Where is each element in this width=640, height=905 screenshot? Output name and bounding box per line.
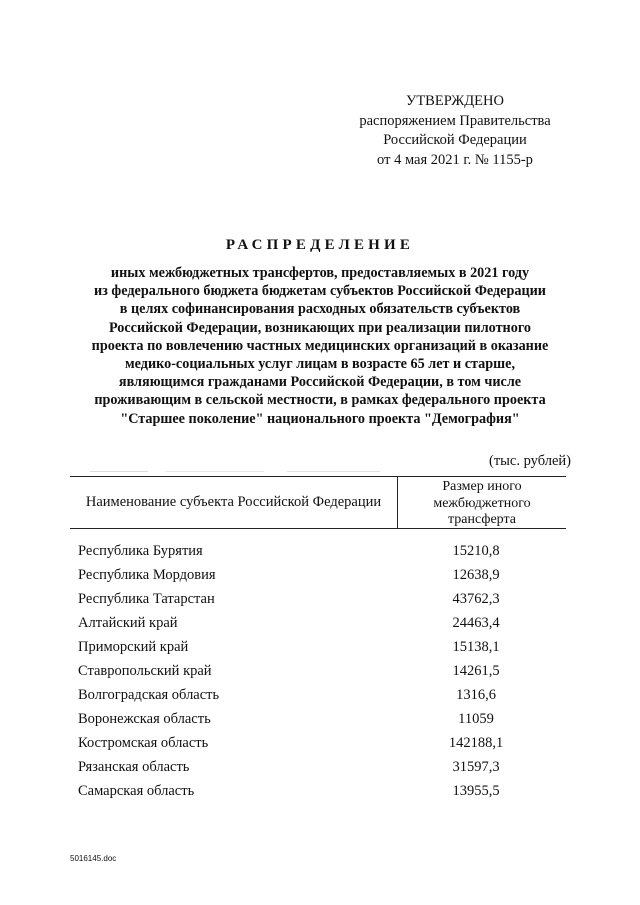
table-row — [78, 613, 558, 637]
subtitle-line: проживающим в сельской местности, в рамках федерального проекта — [94, 392, 546, 409]
approval-line-2: Российской Федерации — [383, 132, 527, 148]
transfer-amount: 1316,6 — [456, 687, 496, 703]
approval-block — [340, 92, 570, 170]
transfer-amount: 12638,9 — [452, 567, 500, 583]
file-reference: 5016145.doc — [70, 854, 117, 863]
transfer-amount: 13955,5 — [452, 783, 500, 799]
table-row — [78, 781, 558, 805]
document-title: РАСПРЕДЕЛЕНИЕ — [225, 237, 415, 253]
column-header-amount-line: трансферта — [448, 512, 516, 527]
subtitle-line: проекта по вовлечению частных медицинских организаций в оказание — [91, 337, 549, 354]
subject-name: Воронежская область — [78, 711, 211, 727]
table-row — [78, 709, 558, 733]
subject-name: Костромская область — [78, 735, 209, 751]
subtitle-line: "Старшее поколение" национального проекта "Демография" — [120, 410, 520, 427]
table-header — [70, 476, 566, 529]
subject-name: Республика Татарстан — [78, 591, 215, 607]
approval-line-1: распоряжением Правительства — [359, 112, 551, 129]
transfer-amount: 15138,1 — [452, 639, 500, 655]
table-row — [78, 685, 558, 709]
table-row — [78, 661, 558, 685]
subtitle-line: являющимся гражданами Российской Федерации, в том числе — [118, 374, 522, 391]
subtitle-line: медико-социальных услуг лицам в возрасте 65 лет и старше, — [125, 356, 515, 373]
column-header-amount-line: Размер иного — [442, 479, 522, 494]
transfer-amount: 31597,3 — [452, 759, 500, 775]
subtitle-line: иных межбюджетных трансфертов, предоставляемых в 2021 году — [110, 265, 530, 281]
table-row — [78, 757, 558, 781]
transfer-amount: 14261,5 — [452, 663, 500, 679]
transfer-amount: 43762,3 — [452, 591, 500, 607]
subject-name: Республика Мордовия — [78, 567, 216, 583]
units-label: (тыс. рублей) — [489, 453, 571, 469]
subject-name: Алтайский край — [78, 615, 178, 631]
subject-name: Приморский край — [78, 639, 189, 655]
column-header-amount — [398, 479, 566, 529]
table-row — [78, 733, 558, 757]
subject-name: Республика Бурятия — [78, 543, 203, 559]
subject-name: Рязанская область — [78, 759, 190, 775]
table-row — [78, 541, 558, 565]
subject-name: Самарская область — [78, 783, 195, 799]
subtitle-line: Российской Федерации, возникающих при реализации пилотного — [108, 319, 532, 336]
transfer-amount: 15210,8 — [452, 543, 500, 559]
table-row — [78, 589, 558, 613]
transfer-amount: 11059 — [458, 711, 494, 727]
subject-name: Ставропольский край — [78, 663, 212, 679]
subject-name: Волгоградская область — [78, 687, 220, 703]
document-subtitle — [70, 264, 570, 428]
subtitle-line: из федерального бюджета бюджетам субъектов Российской Федерации — [94, 283, 546, 300]
approval-heading: УТВЕРЖДЕНО — [406, 93, 504, 109]
scan-artifact-line — [90, 471, 380, 472]
transfer-amount: 142188,1 — [448, 735, 504, 751]
table-body — [78, 541, 558, 805]
transfer-amount: 24463,4 — [452, 615, 500, 631]
column-header-subject: Наименование субъекта Российской Федерации — [85, 494, 382, 510]
subtitle-line: в целях софинансирования расходных обязательств субъектов — [119, 301, 521, 318]
approval-line-3: от 4 мая 2021 г. № 1155-р — [377, 151, 533, 168]
column-header-amount-line: межбюджетного — [433, 495, 531, 511]
table-row — [78, 637, 558, 661]
table-row — [78, 565, 558, 589]
